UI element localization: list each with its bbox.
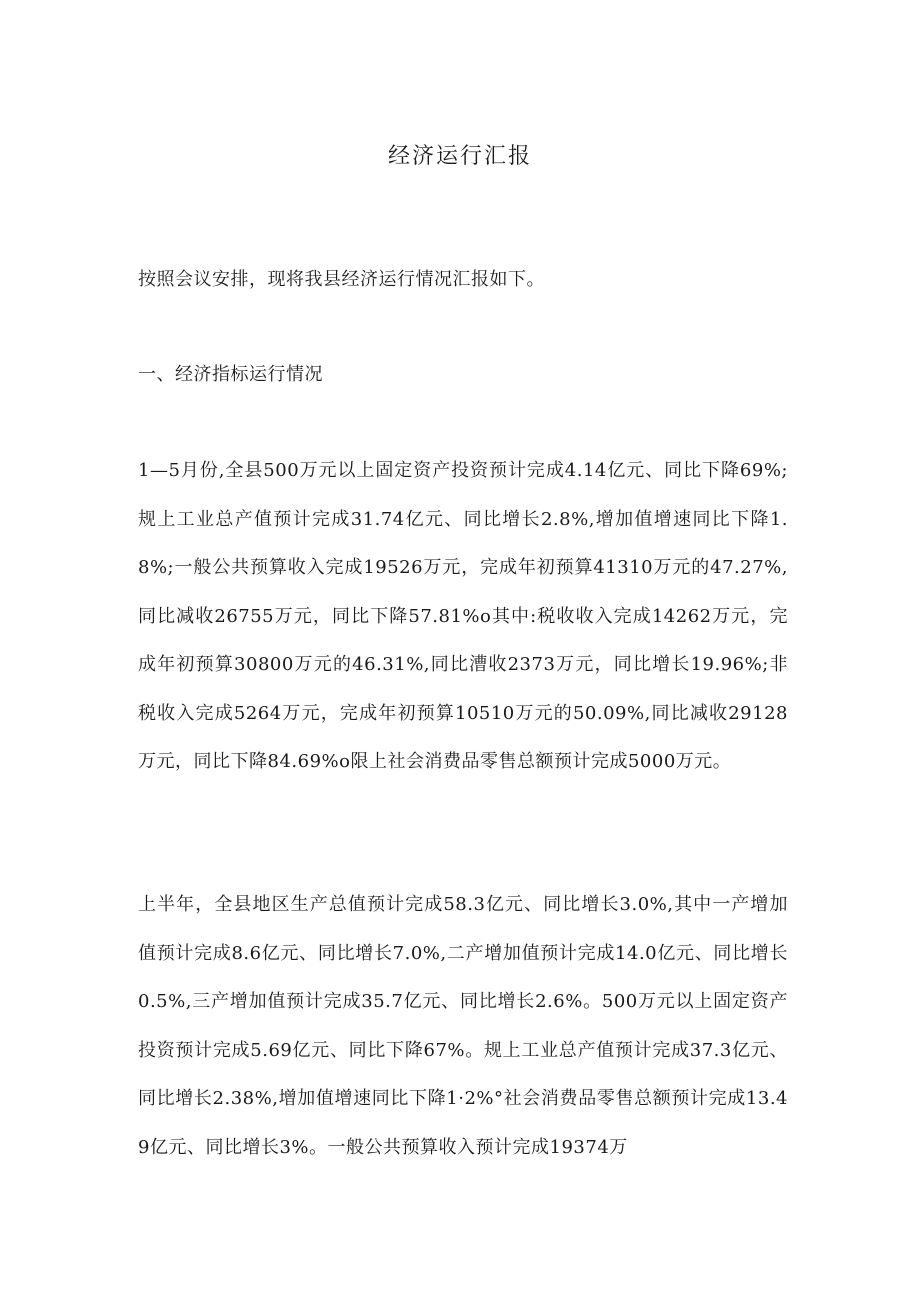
body-paragraph-1: 1—5月份,全县500万元以上固定资产投资预计完成4.14亿元、同比下降69%;规上工业总产值预计完成31.74亿元、同比增长2.8%,增加值增速同比下降1.8%;一般公共预算收入完成19526万元，完成年初预算41310万元的47.27%,同比减收26755万元，同比下降57.81%o其中:税收收入完成14262万元，完成年初预算30800万元的46.31%,同比漕收2373万元，同比增长19.96%;非税收入完成5264万元，完成年初预算10510万元的50.09%,同比减收29128万元，同比下降84.69%o限上社会消费品零售总额预计完成5000万元。 xyxy=(138,460,788,772)
intro-paragraph: 按照会议安排，现将我县经济运行情况汇报如下。 xyxy=(138,269,545,290)
document-title: 经济运行汇报 xyxy=(387,144,532,169)
section-heading: 一、经济指标运行情况 xyxy=(138,364,323,385)
body-paragraph-2: 上半年，全县地区生产总值预计完成58.3亿元、同比增长3.0%,其中一产增加值预计完成8.6亿元、同比增长7.0%,二产增加值预计完成14.0亿元、同比增长0.5%,三产增加值预计完成35.7亿元、同比增长2.6%。500万元以上固定资产投资预计完成5.69亿元、同比下降67%。规上工业总产值预计完成37.3亿元、同比增长2.38%,增加值增速同比下降1·2%°社会消费品零售总额预计完成13.49亿元、同比增长3%。一般公共预算收入预计完成19374万 xyxy=(138,894,788,1158)
